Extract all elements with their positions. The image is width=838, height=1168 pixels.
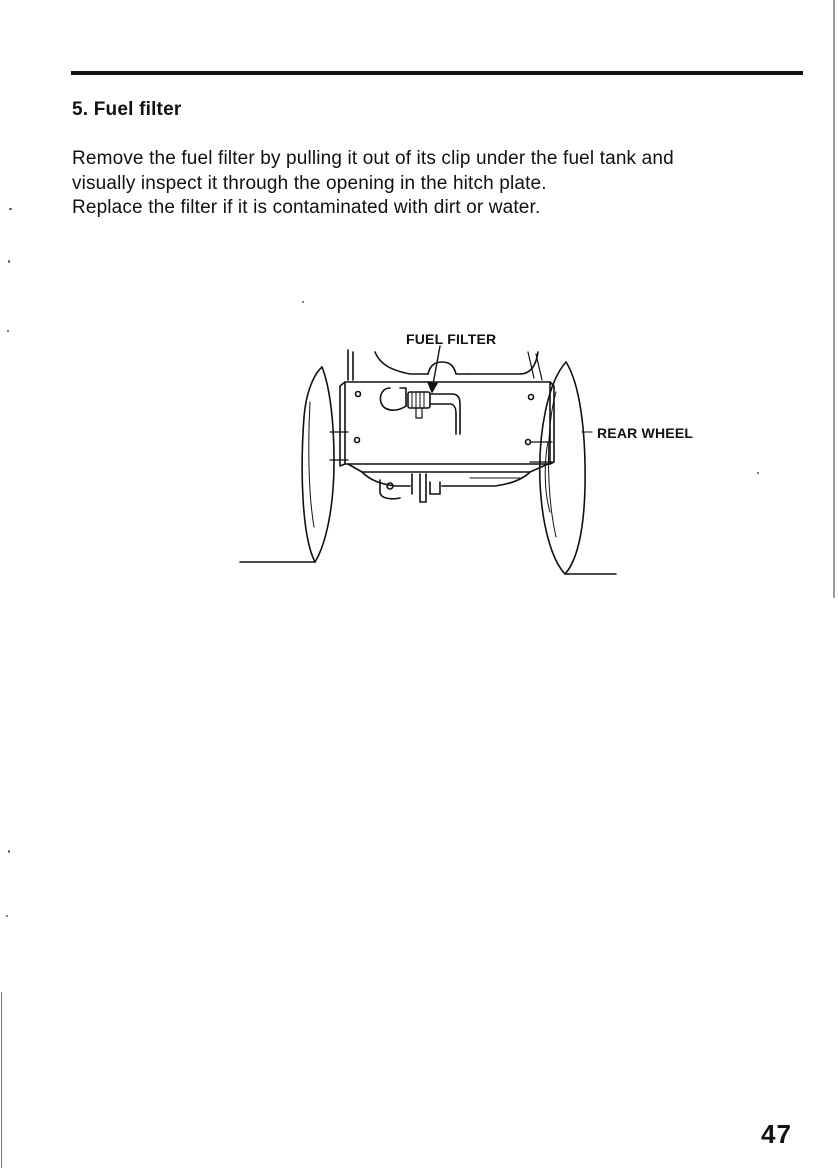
tractor-rear-drawing [230, 322, 710, 584]
scan-speck [8, 850, 10, 853]
right-rear-wheel [540, 362, 585, 574]
fuel-filter-callout-arrow [428, 382, 437, 392]
instruction-line: Replace the filter if it is contaminated with dirt or water. [72, 197, 541, 218]
fuel-filter-callout: FUEL FILTER [406, 331, 497, 347]
scan-speck [7, 330, 9, 332]
instruction-text [72, 147, 807, 221]
bolt [355, 438, 360, 443]
page-number: 47 [761, 1119, 792, 1149]
page-edge-right [833, 0, 835, 598]
left-rear-wheel [302, 367, 334, 562]
top-rule [71, 71, 803, 75]
rear-wheel-callout: REAR WHEEL [597, 425, 694, 441]
fuel-filter-illustration [230, 322, 710, 584]
fuel-filter-part [380, 388, 460, 434]
frame-post-left [348, 350, 353, 380]
section-number: 5. [72, 99, 89, 120]
scan-speck [302, 301, 304, 303]
scan-speck [757, 472, 759, 474]
instruction-line: Remove the fuel filter by pulling it out of its clip under the fuel tank and [72, 148, 674, 169]
section-heading [72, 99, 181, 121]
scan-speck [8, 260, 10, 263]
instruction-line: visually inspect it through the opening in the hitch plate. [72, 172, 547, 194]
bolt [356, 392, 361, 397]
page-edge-left [1, 992, 2, 1168]
bolt [526, 440, 531, 445]
scan-speck [6, 915, 8, 917]
section-title: Fuel filter [93, 99, 182, 120]
scan-speck [9, 208, 12, 210]
bolt [529, 395, 534, 400]
